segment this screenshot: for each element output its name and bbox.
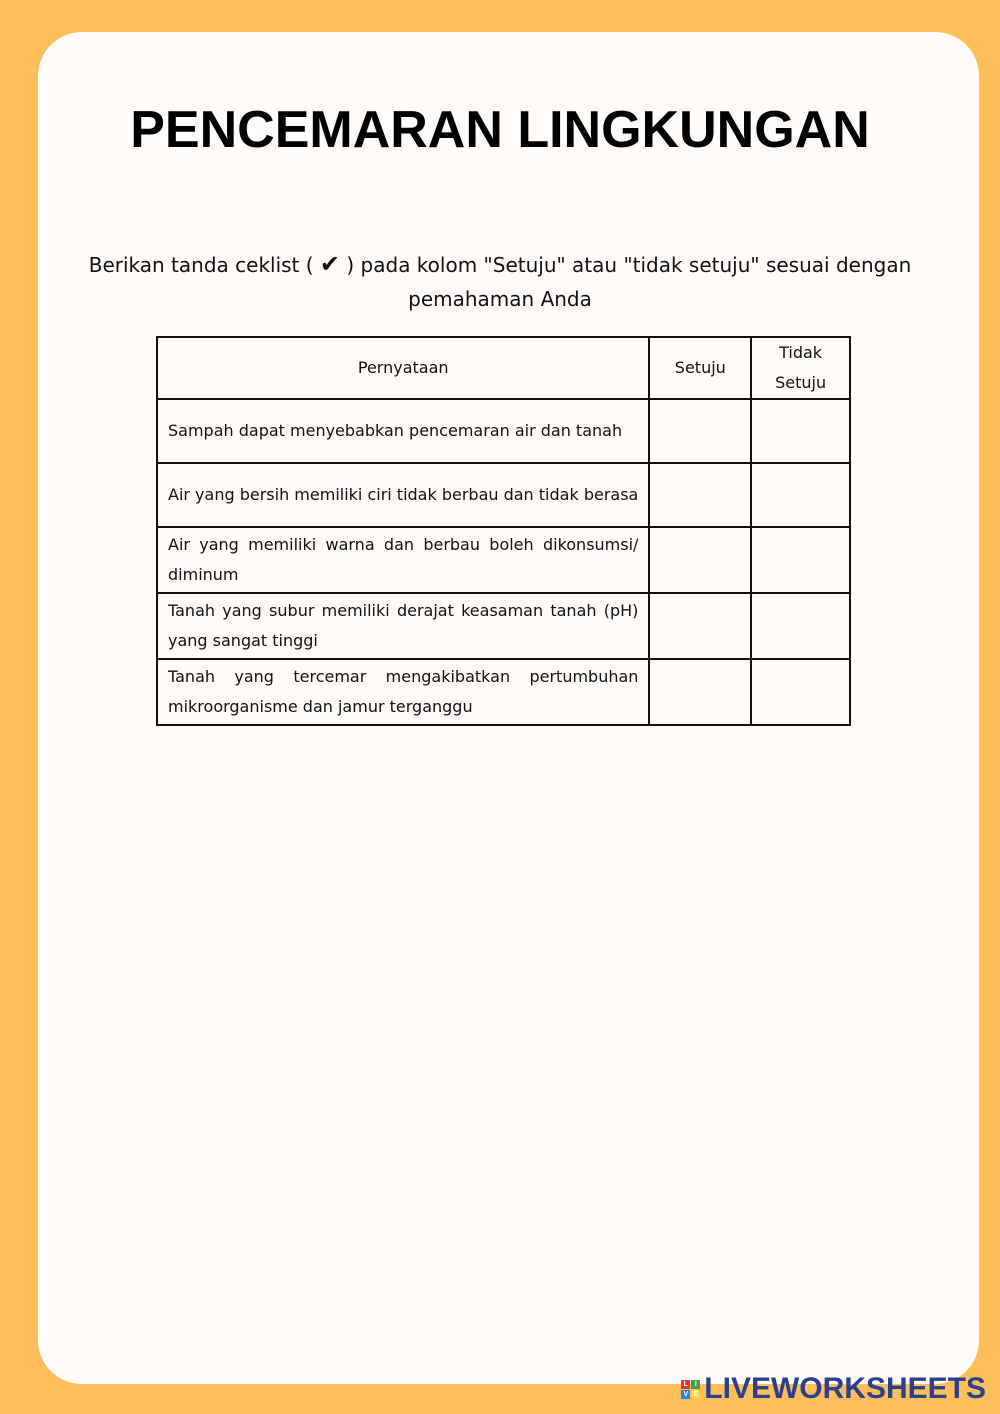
liveworksheets-logo <box>681 1372 986 1406</box>
disagree-checkbox-cell[interactable] <box>751 527 850 593</box>
logo-letter-v: V <box>681 1390 690 1399</box>
statement-cell: Air yang bersih memiliki ciri tidak berbau dan tidak berasa <box>157 463 649 527</box>
logo-letter-i: I <box>691 1380 700 1389</box>
header-agree: Setuju <box>649 337 751 399</box>
header-statement: Pernyataan <box>157 337 649 399</box>
statement-cell: Tanah yang subur memiliki derajat keasaman tanah (pH) yang sangat tinggi <box>157 593 649 659</box>
brand-name: LIVEWORKSHEETS <box>704 1372 986 1405</box>
logo-grid-icon <box>681 1380 700 1399</box>
header-disagree <box>751 337 850 399</box>
agree-checkbox-cell[interactable] <box>649 659 751 725</box>
table-row <box>157 659 850 725</box>
table-header-row <box>157 337 850 399</box>
statement-cell: Sampah dapat menyebabkan pencemaran air dan tanah <box>157 399 649 463</box>
logo-letter-l: L <box>681 1380 690 1389</box>
table-row <box>157 399 850 463</box>
disagree-checkbox-cell[interactable] <box>751 659 850 725</box>
table-row <box>157 527 850 593</box>
statement-cell: Tanah yang tercemar mengakibatkan pertumbuhan mikroorganisme dan jamur terganggu <box>157 659 649 725</box>
disagree-checkbox-cell[interactable] <box>751 593 850 659</box>
agree-checkbox-cell[interactable] <box>649 593 751 659</box>
header-disagree-line2: Setuju <box>775 373 827 392</box>
instruction-after: ) pada kolom "Setuju" atau "tidak setuju" sesuai dengan pemahaman Anda <box>346 253 912 311</box>
instruction-text <box>80 247 920 316</box>
agree-checkbox-cell[interactable] <box>649 399 751 463</box>
statement-cell: Air yang memiliki warna dan berbau boleh dikonsumsi/ diminum <box>157 527 649 593</box>
header-disagree-line1: Tidak <box>779 343 823 362</box>
table-row <box>157 593 850 659</box>
table-row <box>157 463 850 527</box>
disagree-checkbox-cell[interactable] <box>751 399 850 463</box>
logo-letter-e: E <box>691 1390 700 1399</box>
agree-checkbox-cell[interactable] <box>649 463 751 527</box>
instruction-before: Berikan tanda ceklist ( <box>88 253 314 277</box>
statement-table <box>156 336 851 726</box>
checkmark-icon: ✔ <box>319 250 341 278</box>
agree-checkbox-cell[interactable] <box>649 527 751 593</box>
worksheet-title: PENCEMARAN LINGKUNGAN <box>130 101 870 159</box>
disagree-checkbox-cell[interactable] <box>751 463 850 527</box>
